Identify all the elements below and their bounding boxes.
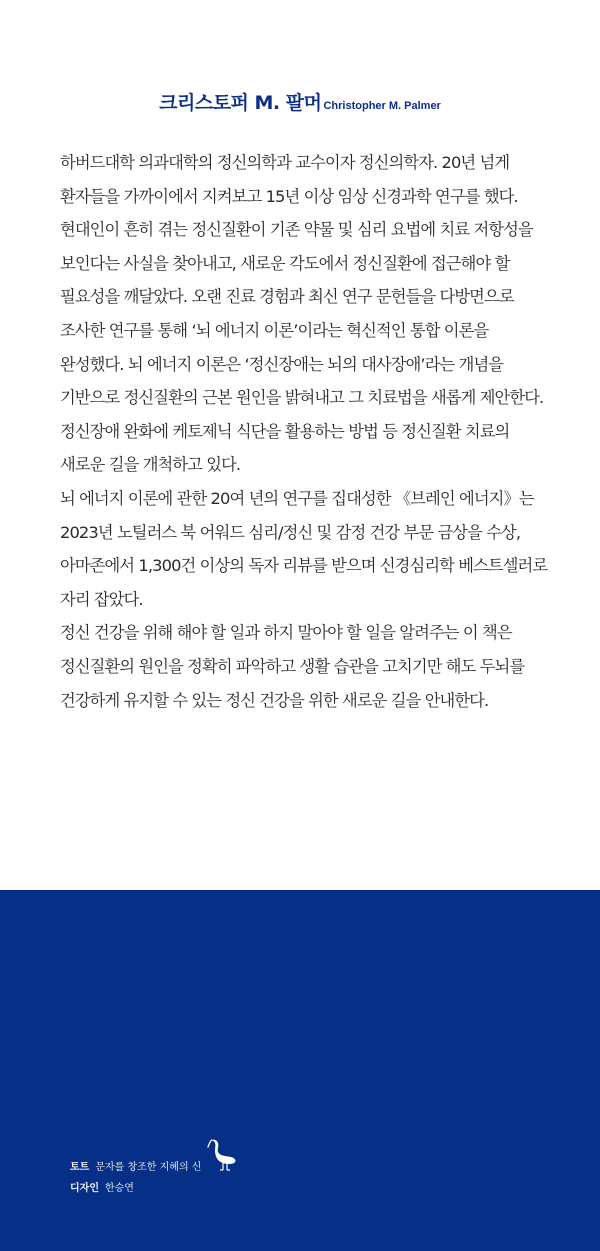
publisher-description: 문자를 창조한 지혜의 신 — [95, 1162, 202, 1173]
designer-line — [70, 1178, 201, 1199]
author-name-english: Christopher M. Palmer — [323, 100, 441, 112]
publisher-label: 토트 — [70, 1162, 90, 1173]
author-biography — [60, 146, 550, 717]
bio-paragraph-2: 뇌 에너지 이론에 관한 20여 년의 연구를 집대성한 《브레인 에너지》는 2023년 노틸러스 북 어워드 심리/정신 및 감정 건강 부문 금상을 수상, 아마존에서 1,300건 이상의 독자 리뷰를 받으며 신경심리학 베스트셀러로 자리 잡았다. — [60, 488, 548, 609]
bio-paragraph-1: 하버드대학 의과대학의 정신의학과 교수이자 정신의학자. 20년 넘게 환자들을 가까이에서 지켜보고 15년 이상 임상 신경과학 연구를 했다. 현대인이 흔히 겪는 정신질환이 기존 약물 및 심리 요법에 치료 저항성을 보인다는 사실을 찾아내고, 새로운 각도에서 정신질환에 접근해야 할 필요성을 깨달았다. 오랜 진료 경험과 최신 연구 문헌들을 다방면으로 조사한 연구를 통해 ‘뇌 에너지 이론’이라는 혁신적인 통합 이론을 완성했다. 뇌 에너지 이론은 ‘정신장애는 뇌의 대사장애’라는 개념을 기반으로 정신질환의 근본 원인을 밝혀내고 그 치료법을 새롭게 제안한다. 정신장애 완화에 케토제닉 식단을 활용하는 방법 등 정신질환 치료의 새로운 길을 개척하고 있다. — [60, 153, 544, 475]
designer-name: 한승연 — [104, 1183, 134, 1194]
author-heading — [0, 88, 600, 115]
design-label: 디자인 — [70, 1183, 99, 1194]
colophon — [70, 1157, 201, 1199]
bio-paragraph-3: 정신 건강을 위해 해야 할 일과 하지 말아야 할 일을 알려주는 이 책은 정신질환의 원인을 정확히 파악하고 생활 습관을 고치기만 해도 두뇌를 건강하게 유지할 수 있는 정신 건강을 위한 새로운 길을 안내한다. — [60, 623, 525, 710]
publisher-line — [70, 1157, 201, 1178]
ibis-bird-logo-icon — [206, 1136, 240, 1172]
author-name-korean: 크리스토퍼 M. 팔머 — [159, 92, 322, 114]
